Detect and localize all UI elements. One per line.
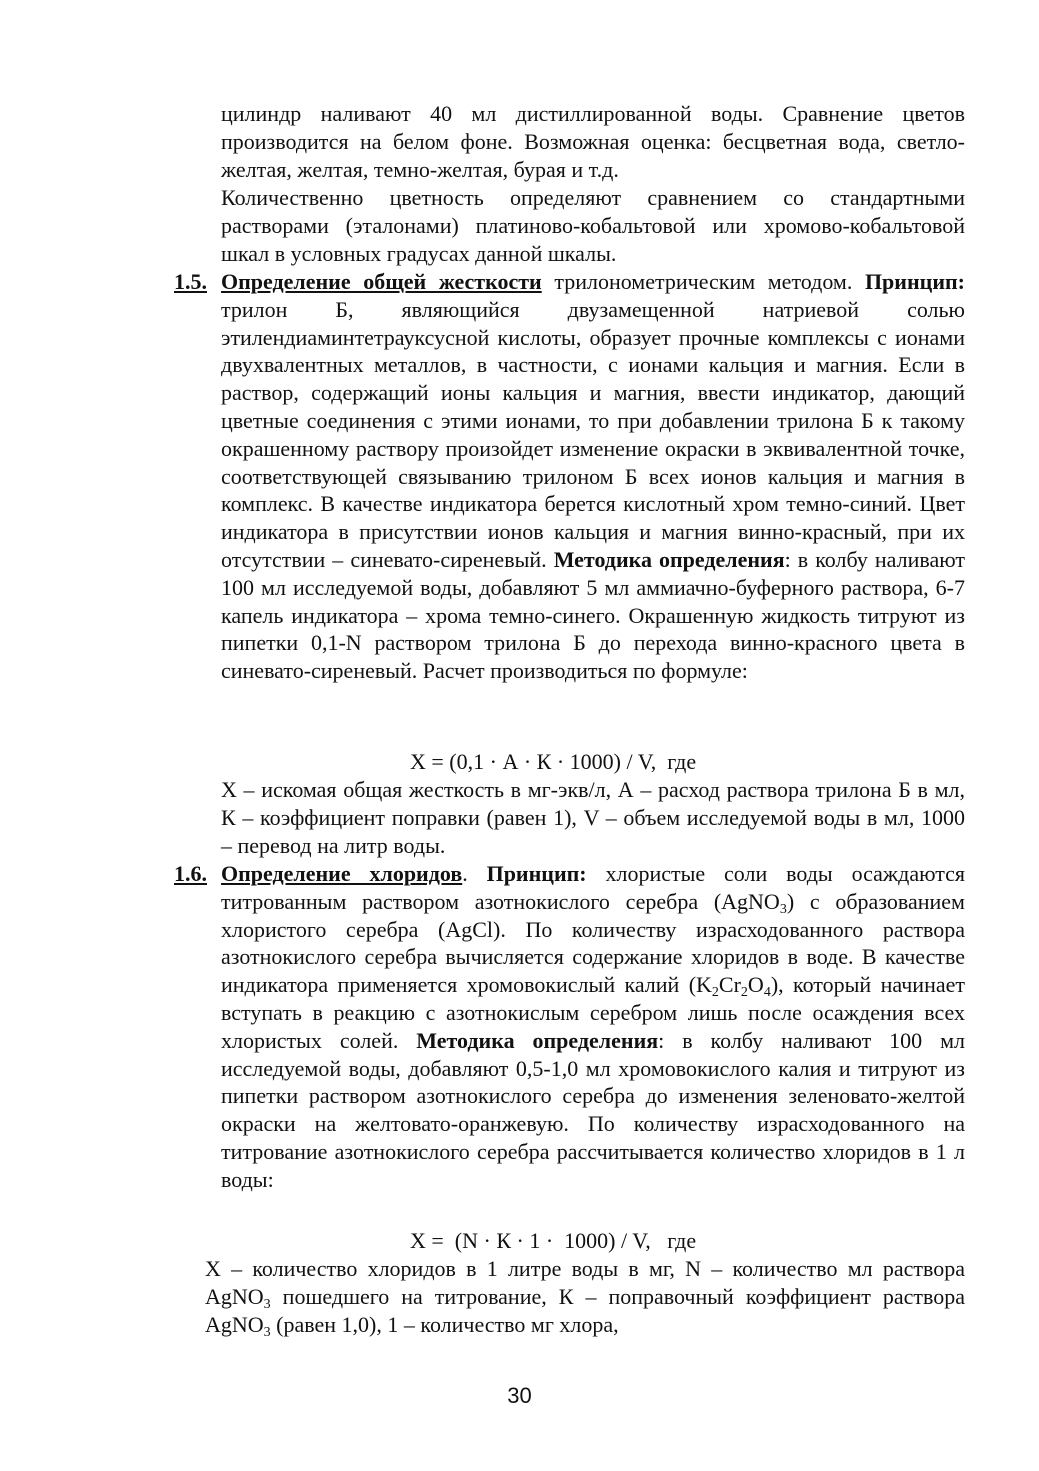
subscript: 4	[763, 985, 771, 1001]
section-1-5-formula: X = (0,1 · А · К · 1000) / V, где	[410, 749, 697, 774]
section-1-5	[174, 268, 965, 685]
section-1-6-legend-c: (равен 1,0), 1 – количество мг хлора,	[270, 1311, 619, 1337]
section-1-5-legend-text: Х – искомая общая жесткость в мг-экв/л, А – расход раствора трилона Б в мл, К – коэффициент поправки (равен 1), V – объем исследуемой воды в мл, 1000 – перевод на литр воды.	[221, 777, 965, 858]
section-1-6-formula: X = (N · К · 1 · 1000) / V, где	[410, 1228, 697, 1253]
section-1-5-legend	[221, 776, 965, 859]
subscript: 2	[711, 985, 719, 1001]
section-1-6-legend-a: Х – количество хлоридов в 1 литре воды в мг, N – количество мл раствора AgNO	[205, 1256, 965, 1309]
section-1-6-principle-c: ), который начинает вступать в реакцию с азотнокислым серебром лишь после осаждения всех хлористых солей.	[221, 972, 965, 1053]
chem-o: O	[747, 972, 764, 998]
subscript: 3	[263, 1296, 271, 1312]
intro-paragraph-1	[221, 100, 965, 183]
section-1-6-method-text: : в колбу наливают 100 мл исследуемой воды, добавляют 0,5-1,0 мл хромовокислого калия и титруют из пипетки раствором азотнокислого серебра до изменения зеленовато-желтой окраски на желтовато-оранжевую. По количеству израсходованного на титрование азотнокислого серебра рассчитывается количество хлоридов в 1 л воды:	[221, 1027, 965, 1192]
section-1-6-number: 1.6.	[174, 861, 207, 886]
section-1-6-title: Определение хлоридов	[221, 861, 463, 886]
section-1-5-title-tail: трилонометрическим методом.	[541, 269, 853, 294]
chem-cr: Cr	[718, 972, 741, 998]
subscript: 2	[740, 985, 748, 1001]
section-1-6-principle-b: ) с образованием хлористого серебра (AgCl). По количеству израсходованного раствора азотнокислого серебра вычисляется содержание хлоридов в воде. В качестве индикатора применяется хромовокислый калий (K	[221, 888, 965, 998]
intro-paragraph-2	[221, 184, 965, 267]
intro-text-1: цилиндр наливают 40 мл дистиллированной воды. Сравнение цветов производится на белом фоне. Возможная оценка: бесцветная вода, светло-желтая, желтая, темно-желтая, бурая и т.д.	[221, 101, 965, 182]
section-1-6-legend-b: пошедшего на титрование, К – поправочный коэффициент раствора AgNO	[205, 1283, 965, 1337]
subscript: 3	[779, 901, 787, 917]
section-1-5-number: 1.5.	[174, 269, 207, 294]
subscript: 3	[263, 1324, 271, 1340]
section-1-5-method-label: Методика определения	[553, 546, 785, 572]
page-number: 30	[507, 1383, 532, 1408]
section-1-5-principle-text: трилон Б, являющийся двузамещенной натриевой солью этилендиаминтетрауксусной кислоты, образует прочные комплексы с ионами двухвалентных металлов, в частности, с ионами кальция и магния. Если в раствор, содержащий ионы кальция и магния, ввести индикатор, дающий цветные соединения с этими ионами, то при добавлении трилона Б к такому окрашенному раствору произойдет изменение окраски в эквивалентной точке, соответствующей связыванию трилоном Б всех ионов кальция и магния в комплекс. В качестве индикатора берется кислотный хром темно-синий. Цвет индикатора в присутствии ионов кальция и магния винно-красный, при их отсутствии – синевато-сиреневый.	[221, 296, 965, 572]
section-1-6	[174, 860, 965, 1194]
section-1-5-principle-label: Принцип:	[864, 269, 965, 294]
intro-text-2: Количественно цветность определяют сравнением со стандартными растворами (эталонами) платиново-кобальтовой или хромово-кобальтовой шкал в условных градусах данной шкалы.	[221, 185, 965, 266]
section-1-6-principle-a: хлористые соли воды осаждаются титрованным раствором азотнокислого серебра (AgNO	[221, 861, 965, 914]
section-1-5-method-text: : в колбу наливают 100 мл исследуемой воды, добавляют 5 мл аммиачно-буферного раствора, 6-7 капель индикатора – хрома темно-синего. Окрашенную жидкость титруют из пипетки 0,1-N раствором трилона Б до перехода винно-красного цвета в синевато-сиреневый. Расчет производиться по формуле:	[221, 546, 965, 684]
section-1-6-method-label: Методика определения	[416, 1027, 659, 1053]
section-1-6-principle-label: Принцип:	[486, 861, 587, 886]
section-1-6-legend	[205, 1255, 965, 1338]
section-1-5-title: Определение общей жесткости	[221, 269, 542, 294]
section-1-6-after-title: .	[462, 861, 487, 886]
